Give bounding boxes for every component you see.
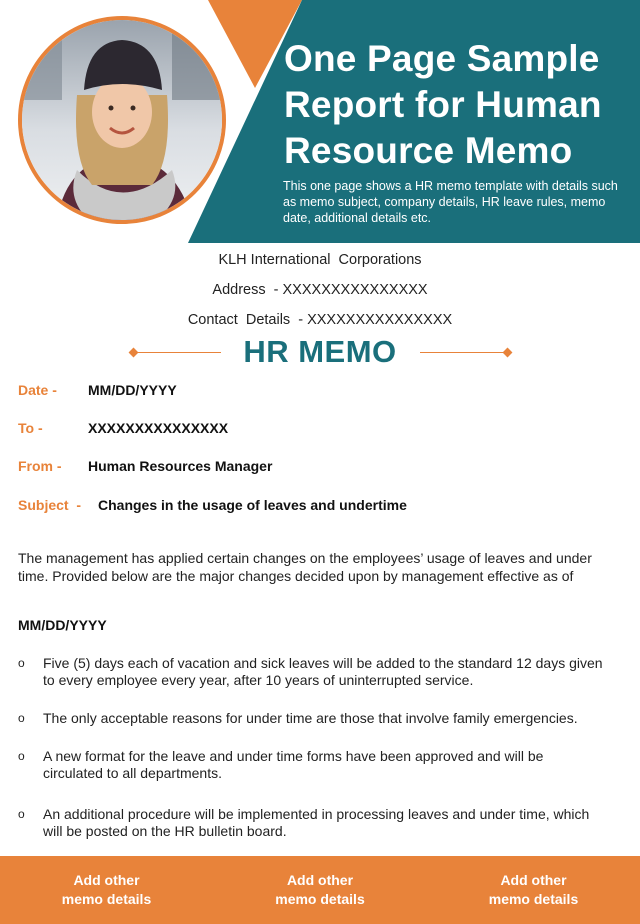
list-item-text: A new format for the leave and under time forms have been approved and will be circulated to all departments. [43,748,544,781]
company-address-text: Address - XXXXXXXXXXXXXXX [212,282,428,298]
list-item-text: Five (5) days each of vacation and sick leaves will be added to the standard 12 days given to every employee every year, after 10 years of uninterrupted service. [43,655,603,688]
footer-item-3-text: Add other memo details [488,872,579,907]
to-value: XXXXXXXXXXXXXXX [88,420,229,436]
from-label: From - [18,458,62,474]
date-value: MM/DD/YYYY [88,382,177,398]
footer-item-2-text: Add other memo details [275,872,365,907]
bullet-circle-icon: o [18,749,25,763]
footer-item-1-text: Add other memo details [61,872,152,907]
effective-date: MM/DD/YYYY [18,617,107,633]
memo-title: HR MEMO [243,334,397,369]
footer-item-2 [214,871,427,909]
company-name-text: KLH International Corporations [218,252,422,268]
company-contact-text: Contact Details - XXXXXXXXXXXXXXX [187,312,453,328]
bullet-circle-icon: o [18,656,25,670]
company-address [0,282,640,298]
page-title [284,36,634,174]
bullet-circle-icon: o [18,807,25,821]
footer-item-1 [0,871,213,909]
bullet-circle-icon: o [18,711,25,725]
title-line-3: Resource Memo [284,130,573,171]
company-name [0,252,640,268]
intro-paragraph: The management has applied certain changes on the employees’ usage of leaves and under time. Provided below are the major changes decided upon by management effective as of [18,550,592,584]
title-line-2: Report for Human [284,84,602,125]
profile-photo [18,16,226,224]
company-contact [0,312,640,328]
subject-label: Subject - [18,497,82,513]
title-line-1: One Page Sample [284,38,600,79]
date-label: Date - [18,382,57,398]
divider-right-line [420,352,508,353]
footer-item-3 [427,871,640,909]
list-item-text: An additional procedure will be implemented in processing leaves and under time, which will be posted on the HR bulletin board. [43,806,590,839]
list-item-text: The only acceptable reasons for under time are those that involve family emergencies. [43,710,578,726]
to-label: To - [18,420,43,436]
subject-value: Changes in the usage of leaves and undertime [98,497,407,513]
page-subtitle: This one page shows a HR memo template with details such as memo subject, company details, HR leave rules, memo date, additional details etc. [283,179,618,225]
woman-portrait-photo [22,20,222,220]
from-value: Human Resources Manager [88,458,273,474]
footer-bar [0,856,640,924]
